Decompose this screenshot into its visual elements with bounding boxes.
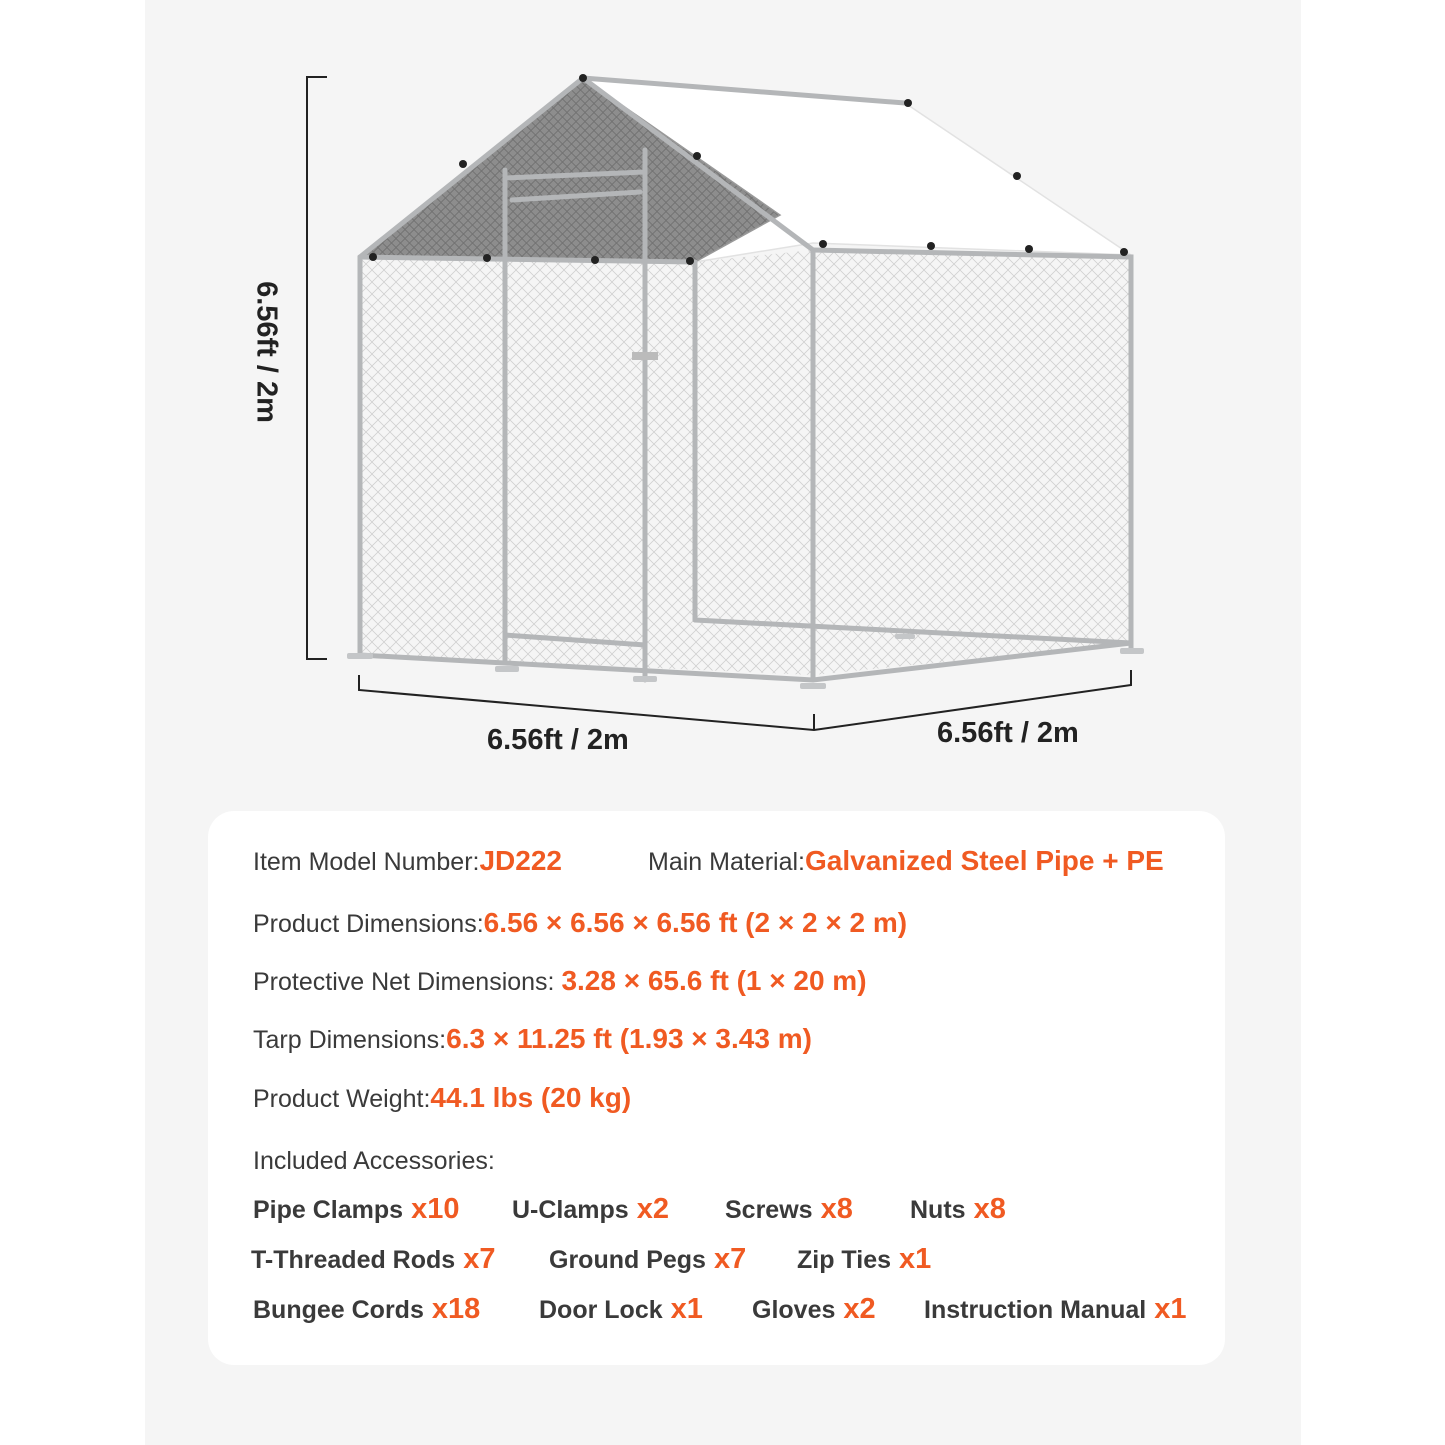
door-lock-icon — [632, 352, 658, 360]
accessories-heading: Included Accessories: — [253, 1147, 495, 1175]
product-dimensions-value: 6.56 × 6.56 × 6.56 ft (2 × 2 × 2 m) — [483, 907, 908, 938]
net-dimensions-value: 3.28 × 65.6 ft (1 × 20 m) — [561, 965, 867, 996]
main-material-row — [648, 845, 1164, 877]
model-number-row — [253, 845, 562, 877]
model-number-label: Item Model Number: — [253, 848, 480, 876]
front-mesh-wall — [360, 250, 813, 675]
accessory-item: U-Clamps x2 — [512, 1193, 669, 1225]
side-mesh-wall — [813, 250, 1131, 675]
product-weight-row — [253, 1082, 631, 1114]
accessory-item: Bungee Cords x18 — [253, 1293, 481, 1325]
accessory-item: Door Lock x1 — [539, 1293, 703, 1325]
net-dimensions-row — [253, 965, 867, 997]
height-dimension-label: 6.56ft / 2m — [250, 281, 283, 423]
net-dimensions-label: Protective Net Dimensions: — [253, 968, 562, 996]
accessory-item: Zip Ties x1 — [797, 1243, 932, 1275]
depth-dimension-label: 6.56ft / 2m — [937, 717, 1079, 749]
product-dimensions-label: Product Dimensions: — [253, 910, 484, 938]
accessory-item: Nuts x8 — [910, 1193, 1006, 1225]
product-weight-label: Product Weight: — [253, 1085, 431, 1113]
accessory-item: Instruction Manual x1 — [924, 1293, 1187, 1325]
accessory-item: Screws x8 — [725, 1193, 853, 1225]
tarp-dimensions-row — [253, 1023, 812, 1055]
tarp-dimensions-label: Tarp Dimensions: — [253, 1026, 447, 1054]
tarp-dimensions-value: 6.3 × 11.25 ft (1.93 × 3.43 m) — [446, 1023, 812, 1054]
specifications-card — [208, 811, 1225, 1365]
product-weight-value: 44.1 lbs (20 kg) — [430, 1082, 632, 1113]
main-material-value: Galvanized Steel Pipe + PE — [805, 845, 1164, 876]
accessory-item: Pipe Clamps x10 — [253, 1193, 460, 1225]
product-dimensions-row — [253, 907, 907, 939]
accessory-item: Gloves x2 — [752, 1293, 876, 1325]
accessory-item: T-Threaded Rods x7 — [251, 1243, 496, 1275]
main-material-label: Main Material: — [648, 848, 805, 876]
width-dimension-label: 6.56ft / 2m — [487, 724, 629, 756]
model-number-value: JD222 — [479, 845, 562, 876]
accessory-item: Ground Pegs x7 — [549, 1243, 747, 1275]
